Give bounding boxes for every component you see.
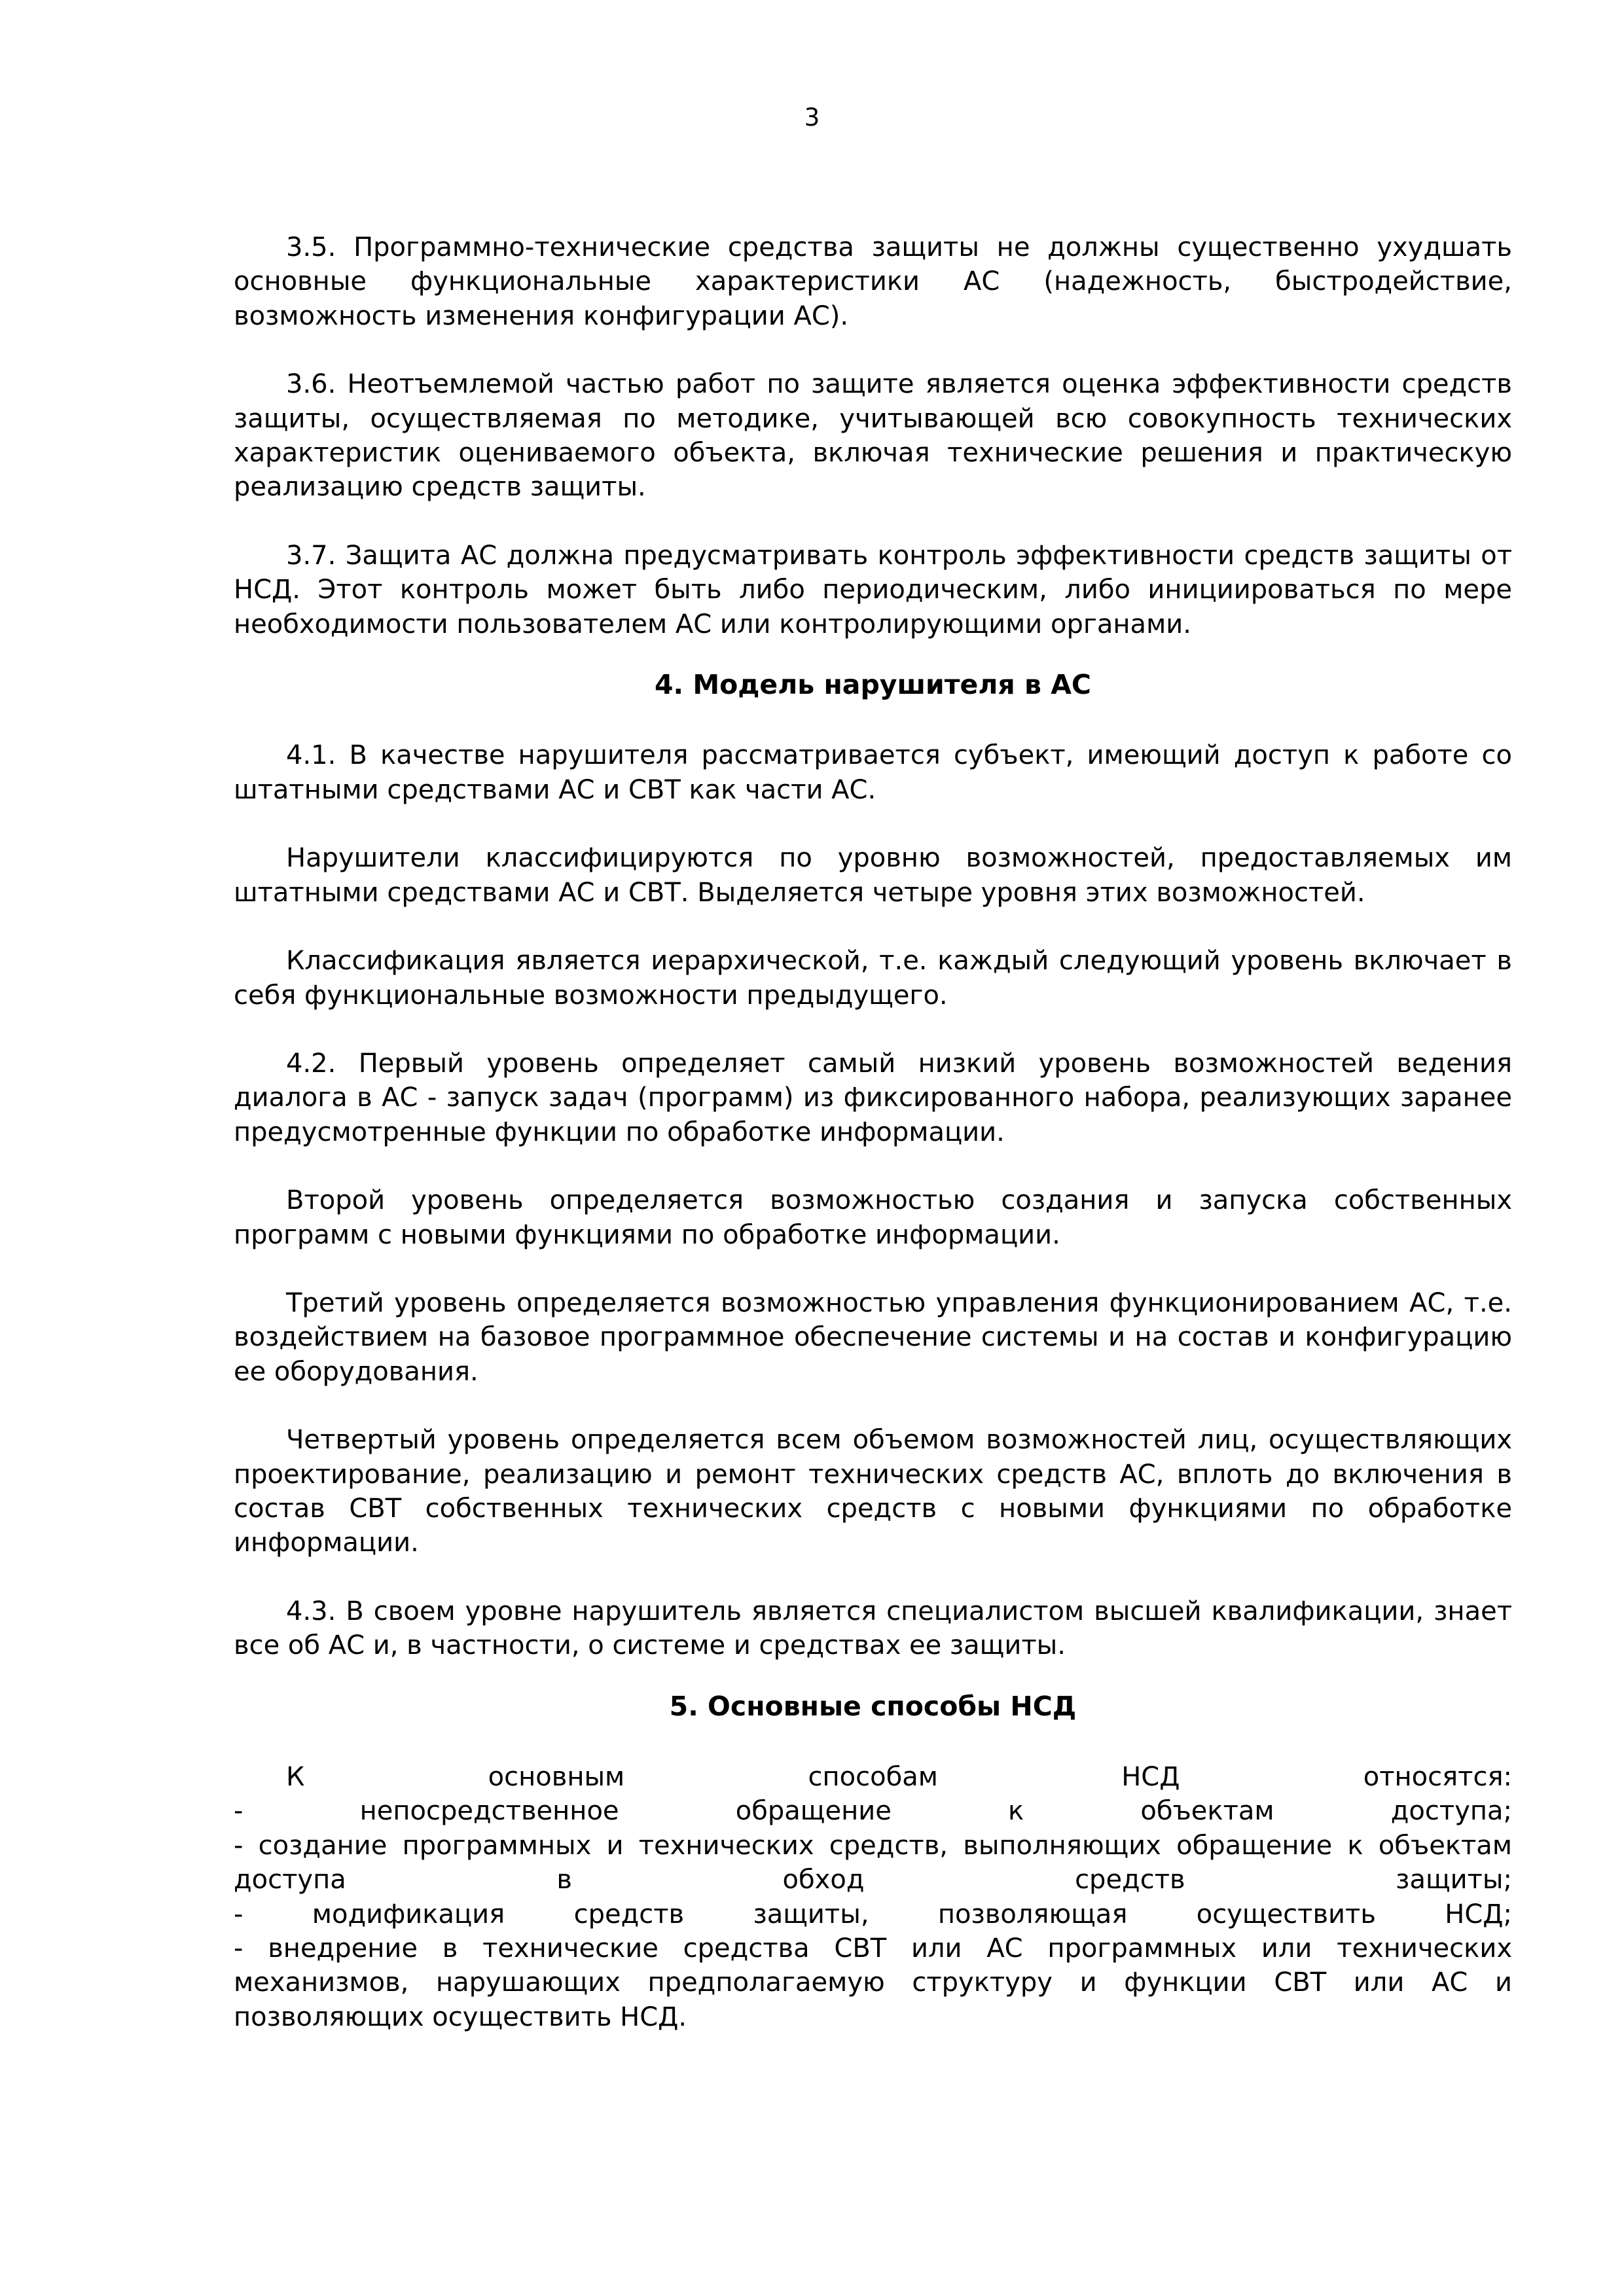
nsd-methods-list [234, 1760, 1512, 2034]
page-content [234, 230, 1512, 2034]
paragraph-violator-classes: Нарушители классифицируются по уровню возможностей, предоставляемых им штатными средствами АС и СВТ. Выделяется четыре уровня этих возможностей. [234, 843, 1512, 908]
list-item: - создание программных и технических средств, выполняющих обращение к объектам доступа в обход средств защиты; [234, 1830, 1512, 1895]
list-item: - непосредственное обращение к объектам доступа; [234, 1796, 1512, 1827]
paragraph-4-2: 4.2. Первый уровень определяет самый низкий уровень возможностей ведения диалога в АС - запуск задач (программ) из фиксированного набора, реализующих заранее предусмотренные функции по обработке информации. [234, 1048, 1512, 1147]
paragraph-3-7: 3.7. Защита АС должна предусматривать контроль эффективности средств защиты от НСД. Этот контроль может быть либо периодическим, либо инициироваться по мере необходимости пользователем АС или контролирующими органами. [234, 540, 1512, 639]
section-5-heading: 5. Основные способы НСД [669, 1690, 1077, 1722]
paragraph-classification: Классификация является иерархической, т.е. каждый следующий уровень включает в себя функциональные возможности предыдущего. [234, 946, 1512, 1011]
paragraph-3-6: 3.6. Неотъемлемой частью работ по защите является оценка эффективности средств защиты, осуществляемая по методике, учитывающей всю совокупность технических характеристик оцениваемого объекта, включая технические решения и практическую реализацию средств защиты. [234, 369, 1512, 503]
paragraph-3-5: 3.5. Программно-технические средства защиты не должны существенно ухудшать основные функциональные характеристики АС (надежность, быстродействие, возможность изменения конфигурации АС). [234, 232, 1512, 331]
paragraph-4-3: 4.3. В своем уровне нарушитель является специалистом высшей квалификации, знает все об АС и, в частности, о системе и средствах ее защиты. [234, 1596, 1512, 1661]
paragraph-second-level: Второй уровень определяется возможностью создания и запуска собственных программ с новыми функциями по обработке информации. [234, 1185, 1512, 1250]
list-item: - модификация средств защиты, позволяющая осуществить НСД; [234, 1899, 1512, 1929]
paragraph-fourth-level: Четвертый уровень определяется всем объемом возможностей лиц, осуществляющих проектирование, реализацию и ремонт технических средств АС, вплоть до включения в состав СВТ собственных технических средств с новыми функциями по обработке информации. [234, 1425, 1512, 1558]
paragraph-third-level: Третий уровень определяется возможностью управления функционированием АС, т.е. воздействием на базовое программное обеспечение системы и на состав и конфигурацию ее оборудования. [234, 1287, 1512, 1387]
paragraph-4-1: 4.1. В качестве нарушителя рассматривается субъект, имеющий доступ к работе со штатными средствами АС и СВТ как части АС. [234, 740, 1512, 805]
list-intro: К основным способам НСД относятся: [286, 1762, 1512, 1792]
section-4-heading: 4. Модель нарушителя в АС [654, 669, 1092, 701]
list-item: - внедрение в технические средства СВТ или АС программных или технических механизмов, нарушающих предполагаемую структуру и функции СВТ или АС и позволяющих осуществить НСД. [234, 1933, 1512, 2032]
page-number: 3 [804, 103, 820, 132]
